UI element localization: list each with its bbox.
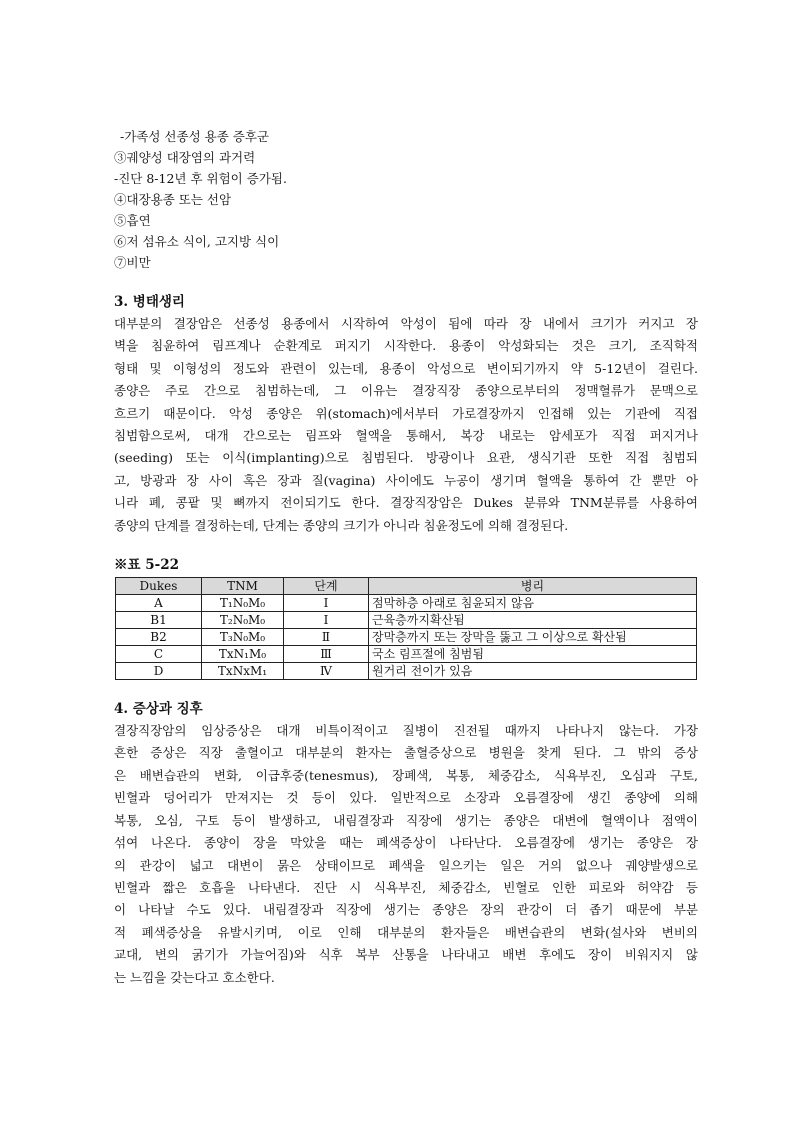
header-tnm: TNM — [202, 578, 284, 595]
cell-pathology: 점막하층 아래로 침윤되지 않음 — [369, 595, 697, 612]
cell-pathology: 국소 림프절에 침범됨 — [369, 646, 697, 663]
cell-tnm: T₃N₀M₀ — [202, 629, 284, 646]
cell-tnm: T₂N₀M₀ — [202, 612, 284, 629]
document-page — [114, 126, 698, 989]
paragraph-line: (seeding) 또는 이식(implanting)으로 침범된다. 방광이나 요관, 생식기관 또한 직접 침범되 — [114, 450, 698, 466]
cell-stage: Ⅳ — [284, 663, 369, 680]
paragraph-line: 섞여 나온다. 종양이 장을 막았을 때는 폐색증상이 나타난다. 오름결장에 생기는 종양은 장 — [114, 835, 698, 851]
paragraph-line: 빈혈과 짧은 호흡을 나타낸다. 진단 시 식욕부진, 체중감소, 빈혈로 인한 피로와 허약감 등 — [114, 879, 698, 895]
cell-pathology: 원거리 전이가 있음 — [369, 663, 697, 680]
paragraph-line: 는 느낌을 갖는다고 호소한다. — [114, 969, 275, 985]
header-dukes: Dukes — [116, 578, 202, 595]
paragraph-line: 종양의 단계를 결정하는데, 단계는 종양의 크기가 아니라 침윤정도에 의해 결정된다. — [114, 517, 569, 533]
paragraph-line: 이 나타날 수도 있다. 내림결장과 직장에 생기는 종양은 장의 관강이 더 좁기 때문에 부분 — [114, 902, 698, 918]
paragraph-line: 종양은 주로 간으로 침범하는데, 그 이유는 결장직장 종양으로부터의 정맥혈류가 문맥으로 — [114, 383, 698, 399]
table-row — [116, 646, 697, 663]
pathophysiology-paragraph — [114, 313, 698, 537]
cell-tnm: TxN₁M₀ — [202, 646, 284, 663]
cell-dukes: C — [116, 646, 202, 663]
cell-dukes: A — [116, 595, 202, 612]
table-header-row — [116, 578, 697, 595]
paragraph-line: 흐르기 때문이다. 악성 종양은 위(stomach)에서부터 가로결장까지 인접해 있는 기관에 직접 — [114, 405, 698, 421]
risk-item: -진단 8-12년 후 위험이 증가됨. — [114, 171, 287, 186]
section-heading-symptoms: 4. 증상과 징후 — [114, 701, 203, 718]
symptoms-paragraph — [114, 720, 698, 989]
table-caption: ※표 5-22 — [114, 557, 180, 574]
paragraph-line: 교대, 변의 굵기가 가늘어짐)와 식후 복부 산통을 나타내고 배변 후에도 장이 비워지지 않 — [114, 947, 698, 963]
cell-stage: Ⅰ — [284, 595, 369, 612]
table-row — [116, 595, 697, 612]
paragraph-line: 고, 방광과 장 사이 혹은 장과 질(vagina) 사이에도 누공이 생기며 혈액을 통하여 간 뿐만 아 — [114, 472, 698, 488]
cell-dukes: B2 — [116, 629, 202, 646]
paragraph-line: 침범함으로써, 대개 간으로는 림프와 혈액을 통해서, 복강 내로는 암세포가 직접 퍼지거나 — [114, 428, 698, 444]
risk-item: ⑤흡연 — [114, 213, 151, 228]
risk-item: ⑥저 섬유소 식이, 고지방 식이 — [114, 234, 280, 249]
risk-item: ⑦비만 — [114, 255, 151, 270]
risk-item: -가족성 선종성 용종 증후군 — [120, 129, 269, 144]
paragraph-line: 형태 및 이형성의 정도와 관련이 있는데, 용종이 악성으로 변이되기까지 약 5-12년이 걸린다. — [114, 360, 698, 376]
section-heading-pathophysiology: 3. 병태생리 — [114, 294, 185, 310]
cell-tnm: T₁N₀M₀ — [202, 595, 284, 612]
cell-pathology: 장막층까지 또는 장막을 뚫고 그 이상으로 확산됨 — [369, 629, 697, 646]
paragraph-line: 결장직장암의 임상증상은 대개 비특이적이고 질병이 진전될 때까지 나타나지 않는다. 가장 — [114, 723, 698, 739]
risk-factor-list — [114, 126, 698, 273]
table-row — [116, 663, 697, 680]
paragraph-line: 적 폐색증상을 유발시키며, 이로 인해 대부분의 환자들은 배변습관의 변화(설사와 변비의 — [114, 924, 698, 940]
table-row — [116, 629, 697, 646]
risk-item: ③궤양성 대장염의 과거력 — [114, 150, 256, 165]
cell-pathology: 근육층까지확산됨 — [369, 612, 697, 629]
paragraph-line: 복통, 오심, 구토 등이 발생하고, 내림결장과 직장에 생기는 종양은 대변에 혈액이나 점액이 — [114, 812, 698, 828]
paragraph-line: 은 배변습관의 변화, 이급후중(tenesmus), 장폐색, 복통, 체중감소, 식욕부진, 오심과 구토, — [114, 767, 698, 783]
cell-dukes: B1 — [116, 612, 202, 629]
table-row — [116, 612, 697, 629]
cell-stage: Ⅲ — [284, 646, 369, 663]
paragraph-line: 니라 폐, 콩팥 및 뼈까지 전이되기도 한다. 결장직장암은 Dukes 분류와 TNM분류를 사용하여 — [114, 495, 698, 511]
cell-dukes: D — [116, 663, 202, 680]
paragraph-line: 의 관강이 넓고 대변이 묽은 상태이므로 폐색을 일으키는 일은 거의 없으나 궤양발생으로 — [114, 857, 698, 873]
paragraph-line: 흔한 증상은 직장 출혈이고 대부분의 환자는 출혈증상으로 병원을 찾게 된다. 그 밖의 증상 — [114, 745, 698, 761]
cell-tnm: TxNxM₁ — [202, 663, 284, 680]
paragraph-line: 대부분의 결장암은 선종성 용종에서 시작하여 악성이 됨에 따라 장 내에서 크기가 커지고 장 — [114, 316, 698, 331]
cell-stage: Ⅰ — [284, 612, 369, 629]
header-stage: 단계 — [284, 578, 369, 595]
cell-stage: Ⅱ — [284, 629, 369, 646]
staging-table — [115, 577, 697, 680]
paragraph-line: 빈혈과 덩어리가 만져지는 것 등이 있다. 일반적으로 소장과 오름결장에 생긴 종양에 의해 — [114, 790, 698, 806]
header-pathology: 병리 — [369, 578, 697, 595]
paragraph-line: 벽을 침윤하여 림프계나 순환계로 퍼지기 시작한다. 용종이 악성화되는 것은 크기, 조직학적 — [114, 338, 698, 354]
risk-item: ④대장용종 또는 선암 — [114, 192, 232, 207]
